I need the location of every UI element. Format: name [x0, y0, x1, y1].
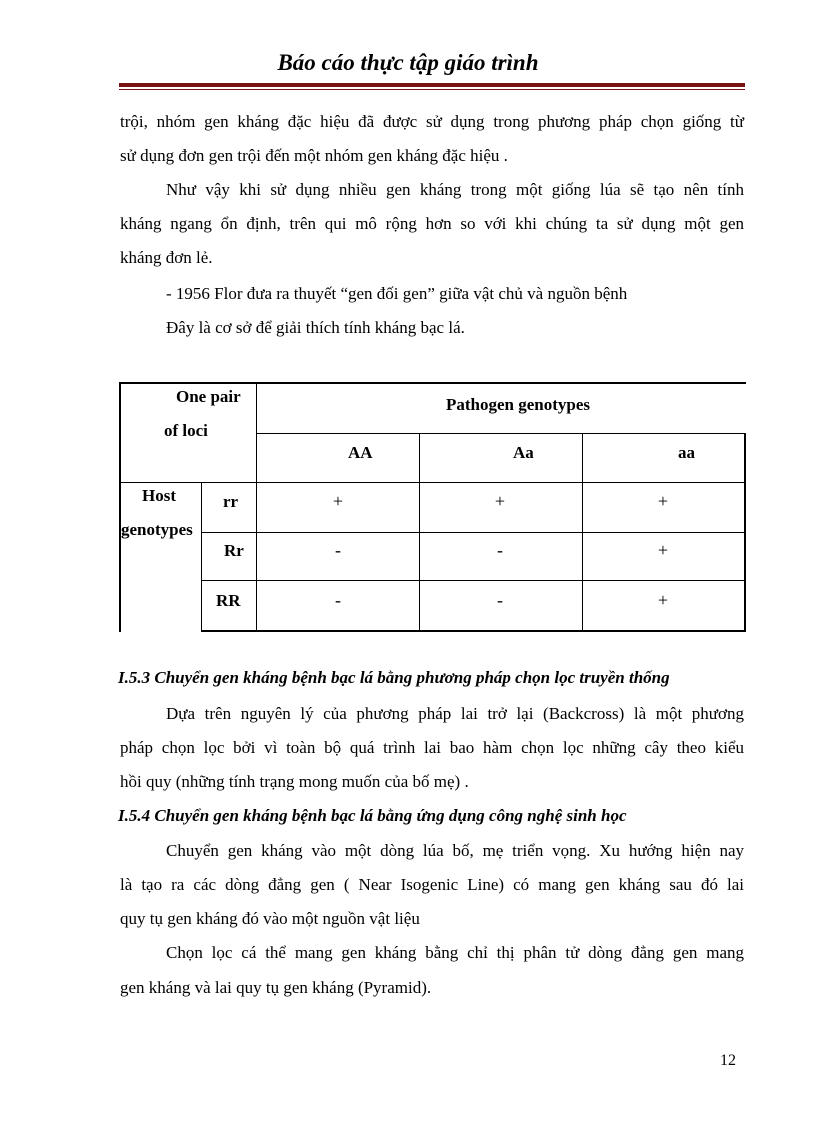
paragraph-line: hồi quy (những tính trạng mong muốn của bố mẹ) .	[120, 772, 469, 791]
table-line	[201, 532, 746, 533]
pathogen-col-header: aa	[678, 443, 695, 462]
table-left-border	[119, 382, 121, 632]
table-cell: -	[497, 590, 503, 610]
paragraph-line: Đây là cơ sở để giải thích tính kháng bạc lá.	[166, 318, 465, 337]
table-cell: +	[657, 590, 669, 610]
table-top-border	[119, 382, 746, 384]
table-line	[419, 433, 420, 632]
table-cell: +	[657, 540, 669, 560]
table-cell: +	[657, 491, 669, 511]
header-rule-thin	[119, 89, 745, 90]
section-heading-154: I.5.4 Chuyển gen kháng bệnh bạc lá bằng ứng dụng công nghệ sinh học	[118, 806, 627, 825]
table-cell: -	[335, 540, 341, 560]
paragraph-line: gen kháng và lai quy tụ gen kháng (Pyramid).	[120, 978, 432, 997]
row-label: RR	[216, 591, 241, 610]
pathogen-col-header: Aa	[513, 443, 534, 462]
pathogen-col-header: AA	[348, 443, 373, 462]
paragraph-line: Chuyển gen kháng vào một dòng lúa bố, mẹ triển vọng. Xu hướng hiện nay	[166, 841, 744, 860]
paragraph-line: pháp chọn lọc bởi vì toàn bộ quá trình lai bao hàm chọn lọc những cây theo kiểu	[120, 738, 744, 757]
paragraph-line: là tạo ra các dòng đẳng gen ( Near Isogenic Line) có mang gen kháng sau đó lai	[120, 875, 744, 894]
header-rule-thick	[119, 83, 745, 87]
table-line	[201, 580, 746, 581]
table-line	[582, 433, 583, 632]
paragraph-line: quy tụ gen kháng đó vào một nguồn vật liệu	[120, 909, 420, 928]
paragraph-line: kháng ngang ổn định, trên qui mô rộng hơn so với khi chúng ta sử dụng một gen	[120, 214, 744, 233]
table-line	[256, 382, 257, 632]
table-corner-label: One pair	[176, 387, 241, 406]
table-bottom-border	[201, 630, 746, 632]
table-cell: -	[335, 590, 341, 610]
table-line	[256, 433, 746, 434]
table-cell: -	[497, 540, 503, 560]
table-cell: +	[494, 491, 506, 511]
host-label: Host	[142, 486, 176, 505]
table-right-border	[744, 433, 746, 632]
table-line	[201, 482, 202, 632]
table-corner-label: of loci	[164, 421, 208, 440]
paragraph-line: sử dụng đơn gen trội đến một nhóm gen kháng đặc hiệu .	[120, 146, 508, 165]
paragraph-line: trội, nhóm gen kháng đặc hiệu đã được sử dụng trong phương pháp chọn giống từ	[120, 112, 744, 131]
paragraph-line: Dựa trên nguyên lý của phương pháp lai trở lại (Backcross) là một phương	[166, 704, 744, 723]
table-cell: +	[332, 491, 344, 511]
paragraph-line: kháng đơn lẻ.	[120, 248, 213, 267]
pathogen-header: Pathogen genotypes	[446, 395, 591, 414]
page-header-title: Báo cáo thực tập giáo trình	[277, 50, 539, 75]
page-number: 12	[720, 1052, 736, 1069]
table-line	[119, 482, 746, 483]
row-label: Rr	[224, 541, 244, 560]
paragraph-line: Chọn lọc cá thể mang gen kháng bằng chỉ thị phân tử dòng đẳng gen mang	[166, 943, 744, 962]
paragraph-line: - 1956 Flor đưa ra thuyết “gen đối gen” giữa vật chủ và nguồn bệnh	[166, 284, 628, 303]
host-label: genotypes	[121, 520, 193, 539]
row-label: rr	[223, 492, 239, 511]
section-heading-153: I.5.3 Chuyển gen kháng bệnh bạc lá bằng phương pháp chọn lọc truyền thống	[118, 668, 670, 687]
paragraph-line: Như vậy khi sử dụng nhiều gen kháng trong một giống lúa sẽ tạo nên tính	[166, 180, 744, 199]
